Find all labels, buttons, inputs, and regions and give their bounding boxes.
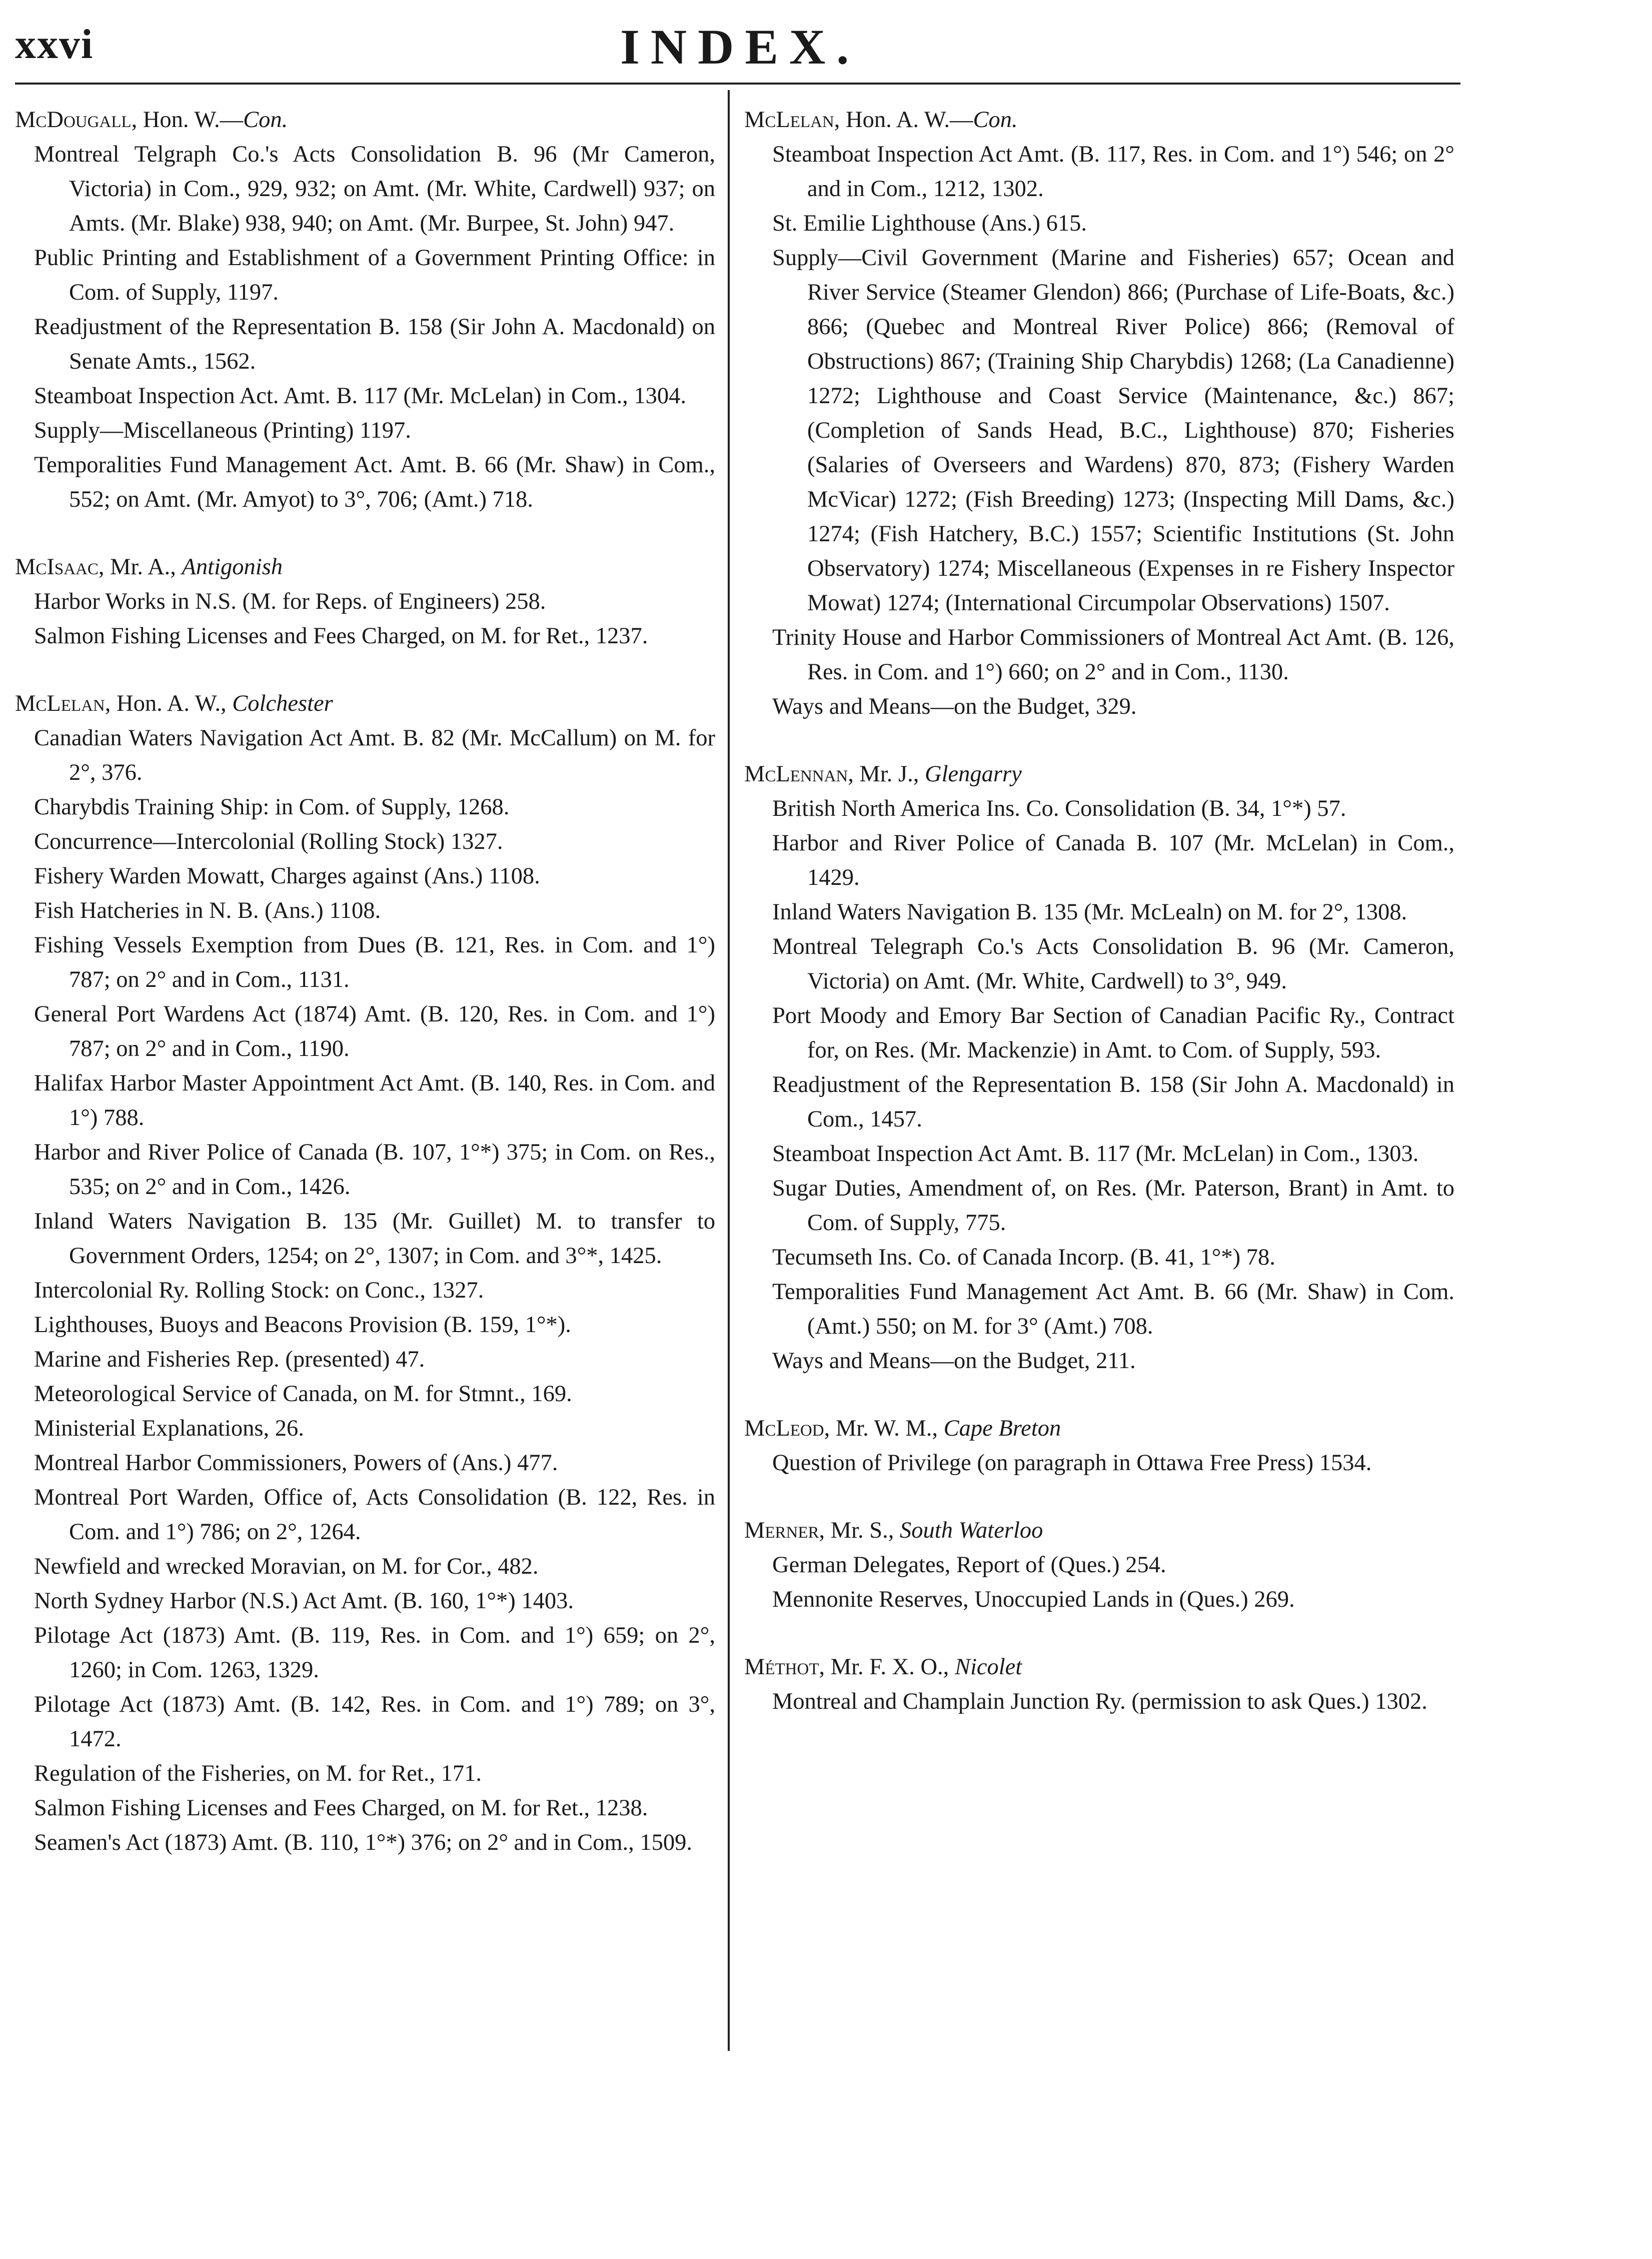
index-entry: Temporalities Fund Management Act. Amt. B. 66 (Mr. Shaw) in Com., 552; on Amt. (Mr. Amyot) to 3°, 706; (Amt.) 718. [34, 452, 715, 512]
index-section [744, 1650, 1454, 1719]
member-riding: Colchester [232, 691, 333, 716]
member-heading [15, 550, 715, 584]
left-column [15, 103, 715, 1893]
index-entry: Marine and Fisheries Rep. (presented) 47. [34, 1347, 425, 1372]
member-name: McLennan [744, 761, 848, 787]
member-riding: Con. [973, 107, 1018, 133]
page-header [0, 0, 1652, 90]
member-name: Merner [744, 1518, 819, 1543]
index-entry: Public Printing and Establishment of a Government Printing Office: in Com. of Supply, 1197. [34, 245, 715, 305]
index-entry: Trinity House and Harbor Commissioners of Montreal Act Amt. (B. 126, Res. in Com. and 1°) 660; on 2° and in Com., 1130. [772, 625, 1454, 685]
index-entry: Montreal and Champlain Junction Ry. (permission to ask Ques.) 1302. [772, 1689, 1427, 1714]
right-column [744, 103, 1454, 1752]
index-section [15, 103, 715, 517]
index-entry: Halifax Harbor Master Appointment Act Amt. (B. 140, Res. in Com. and 1°) 788. [34, 1070, 715, 1131]
member-name: McLelan [744, 107, 834, 133]
index-entry: Inland Waters Navigation B. 135 (Mr. Guillet) M. to transfer to Government Orders, 1254; on 2°, 1307; in Com. and 3°*, 1425. [34, 1209, 715, 1269]
member-riding: Glengarry [925, 761, 1022, 787]
index-section [744, 757, 1454, 1378]
member-heading [15, 103, 715, 137]
index-entry: Supply—Miscellaneous (Printing) 1197. [34, 418, 411, 443]
index-entry: Steamboat Inspection Act Amt. B. 117 (Mr. McLelan) in Com., 1303. [772, 1141, 1419, 1167]
index-entry: Montreal Telgraph Co.'s Acts Consolidation B. 96 (Mr Cameron, Victoria) in Com., 929, 932; on Amt. (Mr. White, Cardwell) 937; on Amts. (Mr. Blake) 938, 940; on Amt. (Mr. Burpee, St. John) 947. [34, 142, 715, 236]
member-riding: Antigonish [182, 554, 283, 580]
index-entry: Fishing Vessels Exemption from Dues (B. 121, Res. in Com. and 1°) 787; on 2° and in Com., 1131. [34, 932, 715, 992]
member-title: , Mr. F. X. O., [819, 1654, 955, 1680]
index-section [744, 1411, 1454, 1480]
index-entry: Steamboat Inspection Act. Amt. B. 117 (Mr. McLelan) in Com., 1304. [34, 383, 686, 409]
index-entry: Port Moody and Emory Bar Section of Canadian Pacific Ry., Contract for, on Res. (Mr. Mackenzie) in Amt. to Com. of Supply, 593. [772, 1003, 1454, 1063]
member-name: McIsaac [15, 554, 99, 580]
member-heading [744, 1513, 1454, 1548]
index-entry: Regulation of the Fisheries, on M. for Ret., 171. [34, 1761, 482, 1786]
index-section [744, 1513, 1454, 1617]
index-entry: Canadian Waters Navigation Act Amt. B. 82 (Mr. McCallum) on M. for 2°, 376. [34, 725, 715, 785]
index-entry: Salmon Fishing Licenses and Fees Charged, on M. for Ret., 1237. [34, 623, 648, 649]
member-name: McLeod [744, 1416, 824, 1441]
member-title: , Mr. S., [819, 1518, 900, 1543]
index-entry: Ministerial Explanations, 26. [34, 1416, 304, 1441]
index-entry: Ways and Means—on the Budget, 211. [772, 1348, 1136, 1374]
header-rule [15, 83, 1460, 85]
index-entry: Lighthouses, Buoys and Beacons Provision (B. 159, 1°*). [34, 1312, 571, 1338]
index-entry: British North America Ins. Co. Consolidation (B. 34, 1°*) 57. [772, 796, 1346, 821]
member-heading [744, 757, 1454, 791]
index-entry: Salmon Fishing Licenses and Fees Charged, on M. for Ret., 1238. [34, 1795, 648, 1821]
index-entry: Temporalities Fund Management Act Amt. B. 66 (Mr. Shaw) in Com. (Amt.) 550; on M. for 3° (Amt.) 708. [772, 1279, 1454, 1339]
member-heading [744, 1650, 1454, 1684]
member-name: McDougall [15, 107, 132, 133]
index-entry: Intercolonial Ry. Rolling Stock: on Conc., 1327. [34, 1278, 484, 1303]
index-entry: Concurrence—Intercolonial (Rolling Stock) 1327. [34, 829, 503, 854]
member-heading [744, 103, 1454, 137]
index-entry: Ways and Means—on the Budget, 329. [772, 694, 1137, 719]
member-title: , Hon. A. W.— [834, 107, 973, 133]
index-entry: Sugar Duties, Amendment of, on Res. (Mr. Paterson, Brant) in Amt. to Com. of Supply, 775. [772, 1176, 1454, 1236]
member-title: , Hon. A. W., [105, 691, 233, 716]
index-entry: Mennonite Reserves, Unoccupied Lands in (Ques.) 269. [772, 1587, 1295, 1612]
index-entry: Meteorological Service of Canada, on M. for Stmnt., 169. [34, 1381, 572, 1407]
index-entry: Pilotage Act (1873) Amt. (B. 119, Res. in Com. and 1°) 659; on 2°, 1260; in Com. 1263, 1329. [34, 1623, 715, 1683]
index-entry: Montreal Harbor Commissioners, Powers of (Ans.) 477. [34, 1450, 558, 1476]
index-entry: Pilotage Act (1873) Amt. (B. 142, Res. in Com. and 1°) 789; on 3°, 1472. [34, 1692, 715, 1752]
index-entry: Seamen's Act (1873) Amt. (B. 110, 1°*) 376; on 2° and in Com., 1509. [34, 1830, 693, 1855]
index-entry: Montreal Telegraph Co.'s Acts Consolidation B. 96 (Mr. Cameron, Victoria) on Amt. (Mr. White, Cardwell) to 3°, 949. [772, 934, 1454, 994]
member-heading [744, 1411, 1454, 1446]
index-entry: North Sydney Harbor (N.S.) Act Amt. (B. 160, 1°*) 1403. [34, 1588, 574, 1614]
index-entry: General Port Wardens Act (1874) Amt. (B. 120, Res. in Com. and 1°) 787; on 2° and in Com., 1190. [34, 1001, 715, 1061]
page-number: xxvi [15, 21, 94, 68]
index-entry: St. Emilie Lighthouse (Ans.) 615. [772, 211, 1087, 236]
page-title: INDEX. [620, 19, 860, 75]
member-riding: South Waterloo [900, 1518, 1043, 1543]
member-heading [15, 686, 715, 721]
index-section [15, 686, 715, 1860]
index-entry: Inland Waters Navigation B. 135 (Mr. McLealn) on M. for 2°, 1308. [772, 899, 1407, 925]
member-riding: Nicolet [954, 1654, 1022, 1680]
index-entry: Montreal Port Warden, Office of, Acts Consolidation (B. 122, Res. in Com. and 1°) 786; on 2°, 1264. [34, 1485, 715, 1545]
index-entry: Steamboat Inspection Act Amt. (B. 117, Res. in Com. and 1°) 546; on 2° and in Com., 1212, 1302. [772, 142, 1454, 202]
index-entry: Question of Privilege (on paragraph in Ottawa Free Press) 1534. [772, 1450, 1372, 1476]
member-title: , Mr. A., [98, 554, 182, 580]
index-entry: Tecumseth Ins. Co. of Canada Incorp. (B. 41, 1°*) 78. [772, 1245, 1275, 1270]
index-section [15, 550, 715, 653]
member-title: , Hon. W.— [131, 107, 244, 133]
member-title: , Mr. J., [848, 761, 925, 787]
index-entry: Harbor Works in N.S. (M. for Reps. of Engineers) 258. [34, 589, 546, 614]
index-entry: Charybdis Training Ship: in Com. of Supply, 1268. [34, 794, 510, 820]
index-entry: Readjustment of the Representation B. 158 (Sir John A. Macdonald) on Senate Amts., 1562. [34, 314, 715, 374]
index-entry: Harbor and River Police of Canada B. 107 (Mr. McLelan) in Com., 1429. [772, 830, 1454, 890]
column-divider [728, 90, 730, 2051]
index-entry: Supply—Civil Government (Marine and Fisheries) 657; Ocean and River Service (Steamer Glendon) 866; (Purchase of Life-Boats, &c.) 866; (Quebec and Montreal River Police) 866; (Removal of Obstructions) 867; (Training Ship Charybdis) 1268; (La Canadienne) 1272; Lighthouse and Coast Service (Maintenance, &c.) 867; (Completion of Sands Head, B.C., Lighthouse) 870; Fisheries (Salaries of Overseers and Wardens) 870, 873; (Fishery Warden McVicar) 1272; (Fish Breeding) 1273; (Inspecting Mill Dams, &c.) 1274; (Fish Hatchery, B.C.) 1557; Scientific Institutions (St. John Observatory) 1274; Miscellaneous (Expenses in re Fishery Inspector Mowat) 1274; (International Circumpolar Observations) 1507. [772, 245, 1454, 616]
index-section [744, 103, 1454, 724]
member-riding: Cape Breton [943, 1416, 1061, 1441]
index-entry: German Delegates, Report of (Ques.) 254. [772, 1552, 1166, 1578]
index-entry: Fishery Warden Mowatt, Charges against (Ans.) 1108. [34, 863, 540, 889]
index-entry: Readjustment of the Representation B. 158 (Sir John A. Macdonald) in Com., 1457. [772, 1072, 1454, 1132]
member-title: , Mr. W. M., [824, 1416, 944, 1441]
member-riding: Con. [243, 107, 288, 133]
index-entry: Fish Hatcheries in N. B. (Ans.) 1108. [34, 898, 381, 923]
index-entry: Harbor and River Police of Canada (B. 107, 1°*) 375; in Com. on Res., 535; on 2° and in Com., 1426. [34, 1140, 715, 1200]
index-entry: Newfield and wrecked Moravian, on M. for Cor., 482. [34, 1554, 539, 1579]
member-name: Méthot [744, 1654, 819, 1680]
member-name: McLelan [15, 691, 105, 716]
